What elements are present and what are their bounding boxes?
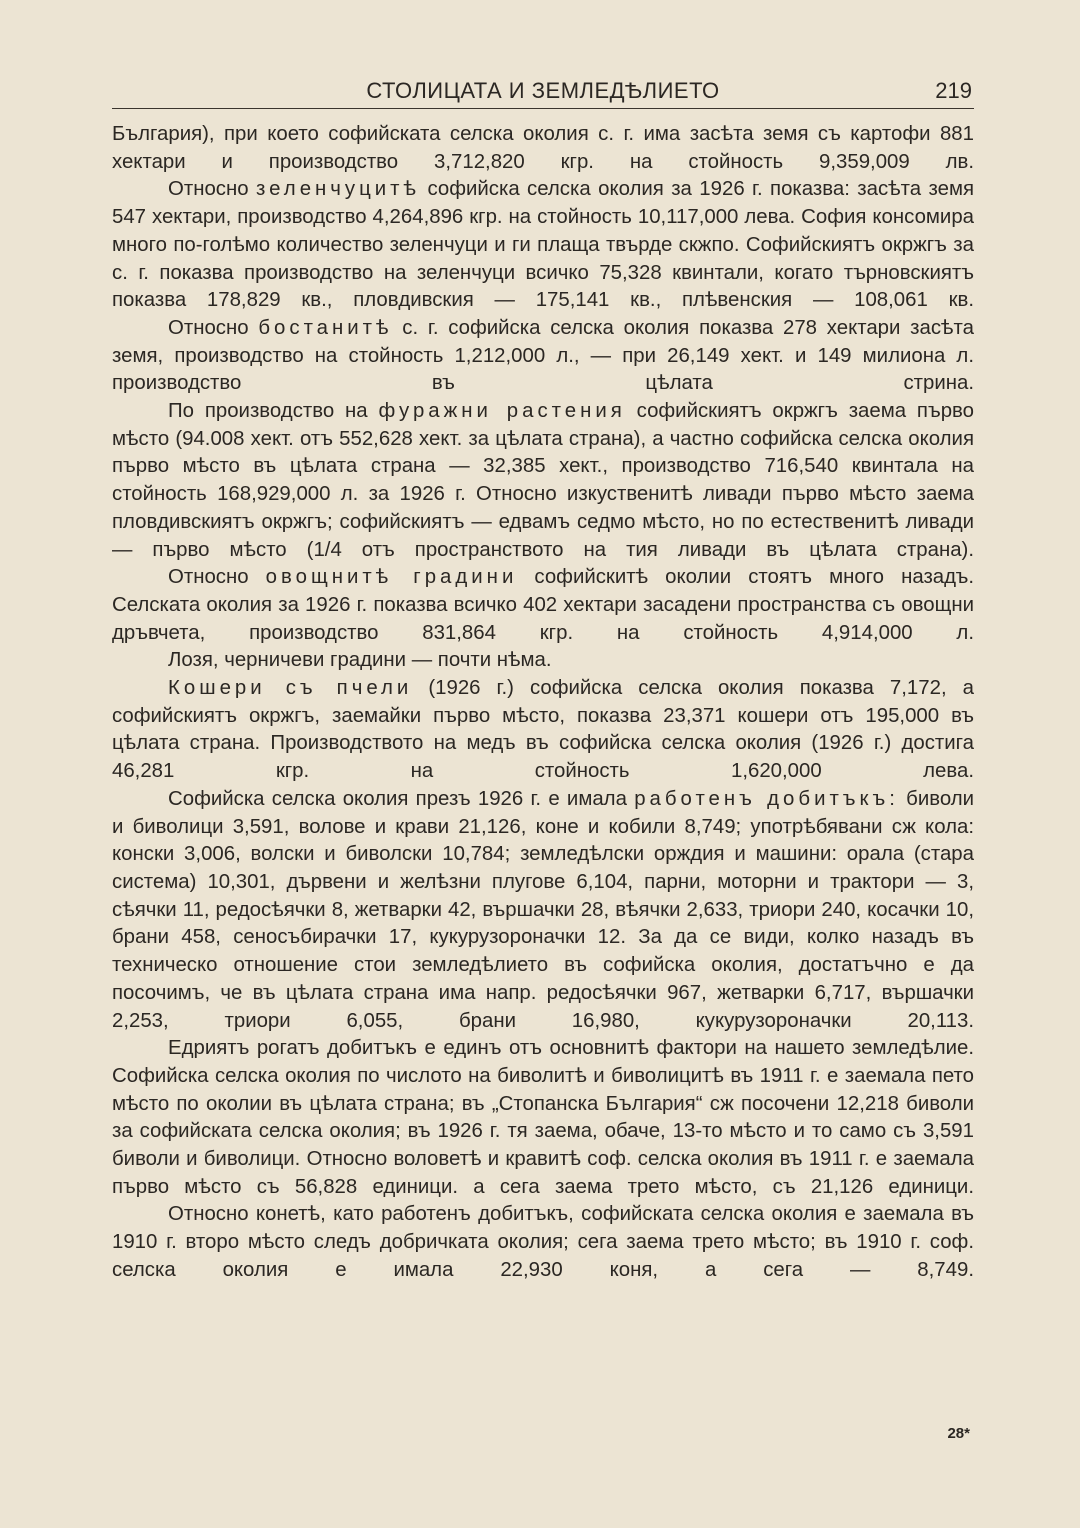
paragraph: [112, 398, 974, 564]
paragraph-rest: с. г. софийска селска околия показва 278 хектари засѣта земя, производство на стойность 1,212,000 л., — при 26,149 хект. и 149 милиона л. производство въ цѣлата стрина.: [112, 316, 974, 395]
spaced-term: зеленчуцитѣ: [256, 178, 421, 201]
paragraph-lead: Относно: [168, 566, 249, 589]
running-head: [112, 74, 974, 109]
paragraph: България), при което софийската селска околия с. г. има засѣта земя съ картофи 881 хектари и производство 3,712,820 кгр. на стойность 9,359,009 лв.: [112, 123, 974, 173]
signature-mark: 28*: [947, 1425, 970, 1442]
spaced-term: овощнитѣ градини: [265, 566, 518, 589]
paragraph: Относно конетѣ, като работенъ добитъкъ, софийската селска околия е заемала въ 1910 г. второ мѣсто следъ добричката околия; сега заема трето мѣсто; въ 1910 г. соф. селска околия е имала 22,930 коня, а сега — 8,749.: [112, 1203, 974, 1281]
paragraph-lead: Софийска селска околия презъ 1926 г. е имала: [168, 787, 627, 810]
paragraph: [112, 786, 974, 1035]
paragraph: Едриятъ рогатъ добитъкъ е единъ отъ основнитѣ фактори на нашето земледѣлие. Софийска селска околия по числото на биволитѣ и биволицитѣ въ 1911 г. е заемала пето мѣсто по околии въ цѣлата страна; въ „Стопанска България“ сж посочени 12,218 биволи за софийската селска околия; въ 1926 г. тя заема, обаче, 13-то мѣсто и то само съ 3,591 биволи и биволици. Относно воловетѣ и кравитѣ соф. селска околия въ 1911 г. е заемала първо мѣсто съ 56,828 единици. а сега заема трето мѣсто, съ 21,126 единици.: [112, 1037, 974, 1198]
paragraph-rest: софийскитѣ околии стоятъ много назадъ. Селската околия за 1926 г. показва всичко 402 хектари засадени пространства съ овощни дръвчета, производство 831,864 кгр. на стойность 4,914,000 л.: [112, 566, 974, 644]
paragraph: [112, 564, 974, 647]
body-text: [112, 121, 974, 1285]
paragraph-rest: софийска селска околия за 1926 г. показва: засѣта земя 547 хектари, производство 4,264,896 кгр. на стойность 10,117,000 лева. София консомира много по-голѣмо количество зеленчуци и ги плаща твърде скжпо. Софийскиятъ окржгъ за с. г. показва производство на зеленчуци всичко 75,328 квинтали, когато търновскиятъ показва 178,829 кв., пловдивския — 175,141 кв., плѣвенския — 108,061 кв.: [112, 178, 975, 312]
paragraph: [112, 176, 974, 315]
paragraph-lead: Относно: [168, 316, 249, 339]
spaced-term: фуражни растения: [378, 400, 626, 423]
spaced-term: бостанитѣ: [258, 316, 393, 339]
paragraph-lead: Относно: [168, 178, 249, 201]
paragraph-rest: биволи и биволици 3,591, волове и крави 21,126, коне и кобили 8,749; употрѣбявани сж кола: конски 3,006, волски и биволски 10,784; земледѣлски орждия и машини: орала (стара система) 10,301, дървени и желѣзни плугове 6,104, парни, моторни и трактори — 3, сѣячки 11, редосѣячки 8, жетварки 42, вършачки 28, вѣячки 2,633, триори 240, косачки 10, брани 458, сеносъбирачки 17, кукурузороначки 12. За да се види, колко назадъ въ техническо отношение стои земледѣлието въ софийска околия, достатъчно е да посочимъ, че въ цѣлата страна има напр. редосѣячки 967, жетварки 6,717, вършачки 2,253, триори 6,055, брани 16,980, кукурузороначки 20,113.: [112, 787, 974, 1032]
spaced-term: Кошери съ пчели: [168, 677, 413, 700]
paragraph: [112, 315, 974, 398]
page-number: 219: [935, 78, 972, 103]
paragraph-rest: софийскиятъ окржгъ заема първо мѣсто (94.008 хект. отъ 552,628 хект. за цѣлата страна), а частно софийска селска околия първо мѣсто въ цѣлата страна — 32,385 хект., производство 716,540 квинтала на стойность 168,929,000 л. за 1926 г. Относно изкуственитѣ ливади първо мѣсто заема пловдивскиятъ окржгъ; софийскиятъ — едвамъ седмо мѣсто, но по естественитѣ ливади — първо мѣсто (1/4 отъ пространството на тия ливади въ цѣлата страна).: [112, 400, 974, 561]
page: [112, 74, 974, 1285]
paragraph: [112, 675, 974, 786]
spaced-term: работенъ добитъкъ:: [634, 787, 899, 810]
paragraph-lead: По производство на: [168, 400, 368, 423]
page-title: СТОЛИЦАТА И ЗЕМЛЕДѢЛИЕТО: [366, 78, 720, 103]
paragraph-rest: (1926 г.) софийска селска околия показва 7,172, а софийскиятъ окржгъ, заемайки първо мѣсто, показва 23,371 кошери отъ 195,000 въ цѣлата страна. Производството на медъ въ софийска селска околия (1926 г.) достига 46,281 кгр. на стойность 1,620,000 лева.: [112, 677, 974, 783]
paragraph: Лозя, черничеви градини — почти нѣма.: [168, 649, 552, 672]
